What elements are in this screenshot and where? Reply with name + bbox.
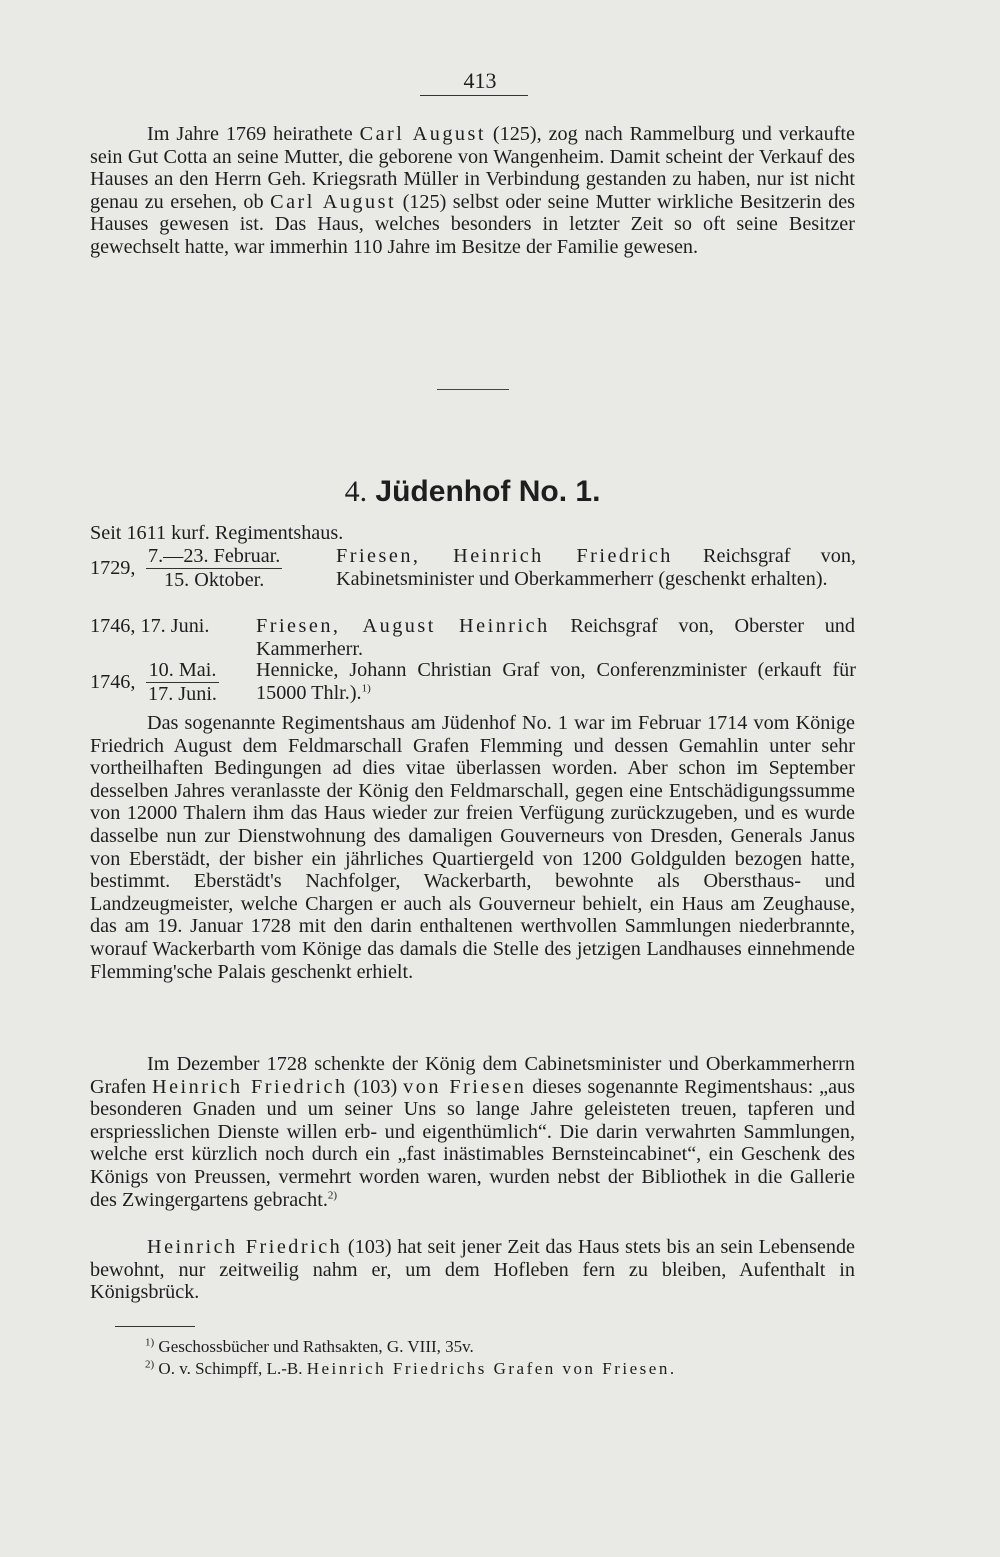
name-carl-august: Carl August [359, 123, 486, 145]
owner-entry-1-date: 1729, 7.—23. Februar. 15. Oktober. [90, 545, 281, 591]
footnote-ref-2: 2) [327, 1188, 338, 1201]
footnote-2: $^{2)}$ O. v. Schimpff, L.-B. Heinrich Friedrichs Grafen von Friesen. [145, 1358, 675, 1378]
page-number: 413 [463, 68, 497, 93]
footnote-1: $^{1)}$ Geschossbücher und Rathsakten, G. VIII, 35v. [145, 1336, 474, 1356]
body-paragraph-3: Heinrich Friedrich (103) hat seit jener Zeit das Haus stets bis an sein Lebensende bewohnt, nur zeitweilig nahm er, um dem Hofleben fern zu bleiben, Aufenthalt in Königsbrück. [90, 1236, 855, 1304]
footnote-ref-1: 1) [361, 681, 371, 694]
name-heinrich-friedrich-2: Heinrich Friedrich [147, 1236, 343, 1258]
section-number: 4. [344, 475, 368, 508]
name-von-friesen: von Friesen [403, 1075, 527, 1098]
name-carl-august-2: Carl August [270, 190, 397, 213]
owner-entry-2: 1746, 17. Juni. Friesen, August Heinrich Reichsgraf von, Oberster und Kammerherr. [90, 615, 855, 660]
owner-entry-1-text: Friesen, Heinrich Friedrich Reichsgraf von, Kabinetsminister und Oberkammerherr (geschenkt erhalten). [336, 545, 856, 590]
section-separator [437, 389, 509, 390]
body-paragraph-2: Im Dezember 1728 schenkte der König dem Cabinetsminister und Oberkammerherrn Grafen Heinrich Friedrich (103) von Friesen dieses sogenannte Regimentshaus: „aus besonderen Gnaden und um seiner Uns so lange Jahre geleisteten treuen, tapferen und erspriesslichen Dienste willen erb- und eigenthümlich“. Die darin verwahrten Sammlungen, welche erst kürzlich noch durch ein „fast inästimables Bernsteincabinet“, ein Geschenk des Königs von Preussen, vermehrt worden waren, wurden nebst der Bibliothek in die Gallerie des Zwingergartens gebracht.$^{2)}$ [90, 1053, 856, 1211]
section-title: Jüdenhof No. 1. [375, 475, 601, 508]
name-heinrich-friedrich: Heinrich Friedrich [151, 1075, 348, 1098]
section-heading [90, 474, 855, 510]
page-number-rule [420, 95, 528, 96]
document-page [90, 0, 855, 1557]
owner-entry-3-date: 1746, 10. Mai. 17. Juni. [90, 659, 217, 705]
footnote-rule [115, 1326, 195, 1327]
owner-entry-3-text: Hennicke, Johann Christian Graf von, Conferenzminister (erkauft für 15000 Thlr.).$^{1)}$ [256, 659, 856, 704]
body-paragraph-1: Das sogenannte Regimentshaus am Jüdenhof No. 1 war im Februar 1714 vom Könige Friedrich August dem Feldmarschall Grafen Flemming und dessen Gemahlin unter sehr vortheilhaften Bedingungen ad dies vitae überlassen worden. Aber schon im September desselben Jahres veranlasste der König den Feldmarschall, gegen eine Entschädigungssumme von 12000 Thalern ihm das Haus wieder zur freien Verfügung zurückzugeben, und es wurde dasselbe nun zur Dienstwohnung des damaligen Gouverneurs von Dresden, Generals Janus von Eberstädt, der bisher ein jährliches Quartiergeld von 1200 Goldgulden bezogen hatte, bestimmt. Eberstädt's Nachfolger, Wackerbarth, bewohnte als Obersthaus- und Landzeugmeister, welche Chargen er auch als Gouverneur behielt, ein Haus am Zeughause, das am 19. Januar 1728 mit den darin enthaltenen werthvollen Sammlungen niederbrannte, worauf Wackerbarth vom Könige das damals die Stelle des jetzigen Landhauses einnehmende Flemming'sche Palais geschenkt erhielt. [90, 712, 855, 983]
intro-paragraph: Im Jahre 1769 heirathete Carl August (125), zog nach Rammelburg und verkaufte sein Gut Cotta an seine Mutter, die geborene von Wangenheim. Damit scheint der Verkauf des Hauses an den Herrn Geh. Kriegsrath Müller in Verbindung gestanden zu haben, nur ist nicht genau zu ersehen, ob Carl August (125) selbst oder seine Mutter wirkliche Besitzerin des Hauses gewesen ist. Das Haus, welches besonders in letzter Zeit so oft seine Besitzer gewechselt hatte, war immerhin 110 Jahre im Besitze der Familie gewesen. [90, 123, 856, 258]
owner-since: Seit 1611 kurf. Regimentshaus. [90, 522, 344, 544]
